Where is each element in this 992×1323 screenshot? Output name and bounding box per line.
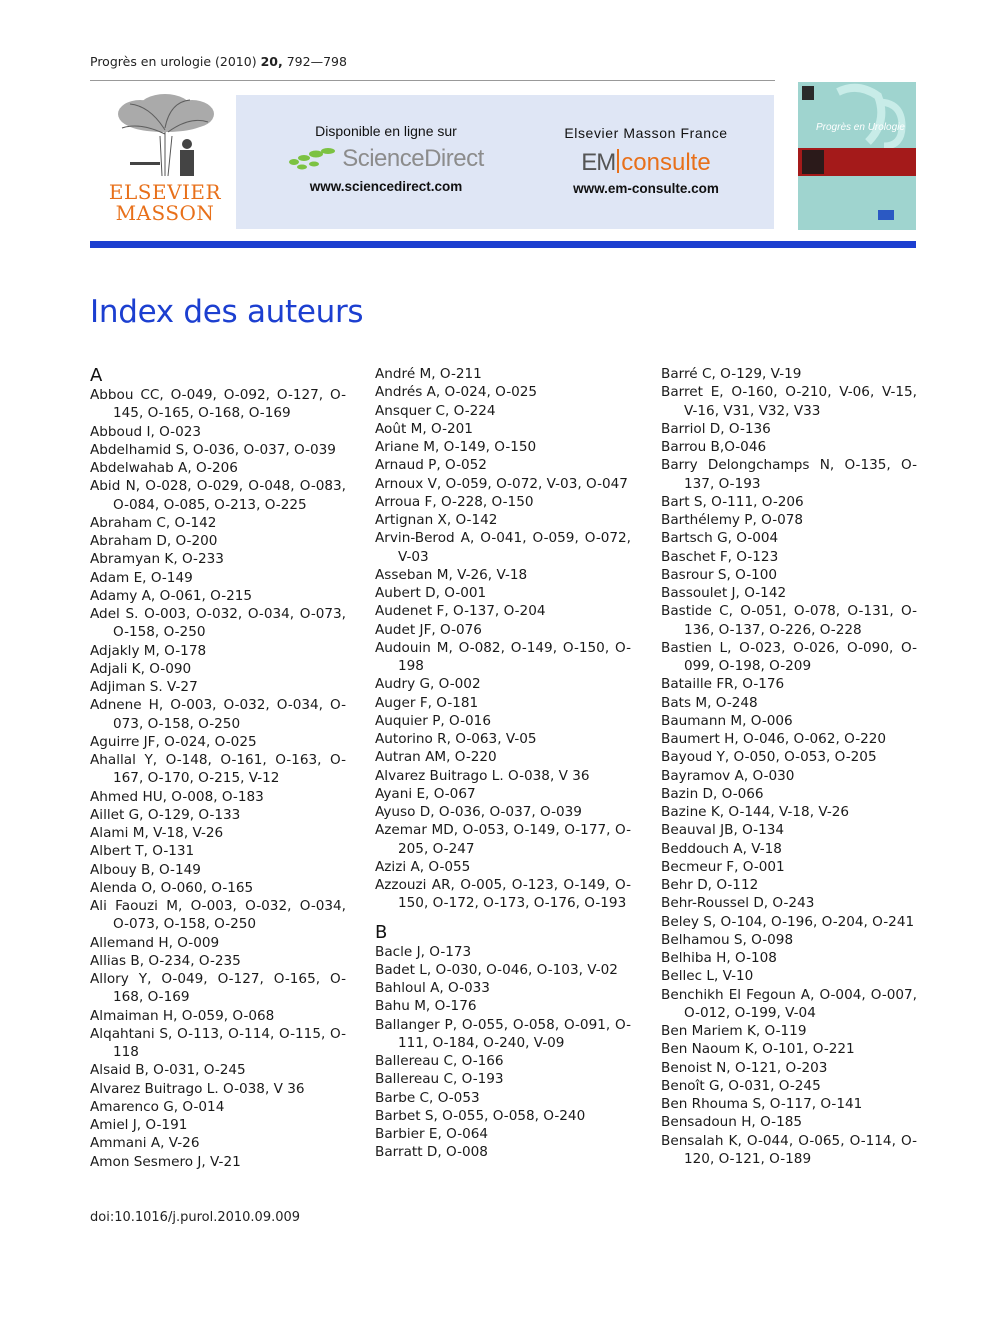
author-entry: Benchikh El Fegoun A, O-004, O-007, O-012, O-199, V-04 [661,986,917,1021]
author-entry: Autorino R, O-063, V-05 [375,731,537,747]
author-entry: Bazin D, O-066 [661,785,764,802]
author-entry: Ammani A, V-26 [90,1135,200,1152]
author-entry: Bensadoun H, O-185 [661,1114,803,1131]
author-entry: Barriol D, O-136 [661,420,771,437]
author-entry: Auquier P, O-016 [375,712,491,729]
author-entry: Ballereau C, O-193 [375,1071,504,1088]
author-entry: Alvarez Buitrago L. O-038, V 36 [90,1080,305,1097]
emconsulte-url[interactable]: www.em-consulte.com [573,181,719,196]
author-entry: Alami M, V-18, V-26 [90,825,224,841]
journal-header [90,84,916,232]
availability-banner [236,95,774,229]
author-entry: Barbet S, O-055, O-058, O-240 [375,1107,586,1124]
elsevier-masson-logo [100,92,230,232]
author-entry: Beddouch A, V-18 [661,840,782,857]
author-entry: Alvarez Buitrago L. O-038, V 36 [375,767,590,784]
author-entry: Albert T, O-131 [90,843,195,860]
author-entry: Albouy B, O-149 [90,861,201,878]
sciencedirect-leaf-icon [288,146,338,172]
author-entry: Ballanger P, O-055, O-058, O-091, O-111, O-184, O-240, V-09 [375,1016,631,1051]
author-entry: Allory Y, O-049, O-127, O-165, O-168, O-169 [90,971,346,1006]
author-entry: Barbe C, O-053 [375,1089,480,1106]
author-entry: Abid N, O-028, O-029, O-048, O-083, O-084, O-085, O-213, O-225 [90,478,346,513]
author-entry: André M, O-211 [375,366,482,382]
author-entry: Bazine K, O-144, V-18, V-26 [661,804,850,820]
author-entry: Audouin M, O-082, O-149, O-150, O-198 [375,639,631,674]
author-entry: Abdelwahab A, O-206 [90,460,238,476]
author-entry: Abramyan K, O-233 [90,551,224,568]
doi-reference[interactable]: doi:10.1016/j.purol.2010.09.009 [90,1210,301,1225]
author-entry: Adjali K, O-090 [90,660,192,677]
author-entry: Bartsch G, O-004 [661,530,779,547]
author-entry: Auger F, O-181 [375,694,479,711]
author-entry: Adnene H, O-003, O-032, O-034, O-073, O-158, O-250 [90,697,346,732]
author-entry: Ahmed HU, O-008, O-183 [90,788,264,805]
author-entry: Barret E, O-160, O-210, V-06, V-15, V-16, V31, V32, V33 [661,384,917,419]
elsevier-wordmark: ELSEVIER MASSON [108,180,222,225]
author-entry: Arvin-Berod A, O-041, O-059, O-072, V-03 [375,530,631,565]
sd-available-text: Disponible en ligne sur [315,123,457,139]
author-entry: Amiel J, O-191 [90,1117,188,1133]
author-entry: Alenda O, O-060, O-165 [90,879,254,896]
author-entry: Ayuso D, O-036, O-037, O-039 [375,804,582,820]
author-entry: Arnoux V, O-059, O-072, V-03, O-047 [375,475,628,492]
author-entry: Abbou CC, O-049, O-092, O-127, O-145, O-165, O-168, O-169 [90,387,346,422]
author-entry: Bacle J, O-173 [375,943,472,960]
author-entry: Baumann M, O-006 [661,712,793,729]
author-entry: Behr D, O-112 [661,877,759,893]
index-column-1 [90,365,346,1171]
author-entry: Ben Mariem K, O-119 [661,1023,807,1039]
author-entry: Belhamou S, O-098 [661,931,794,948]
journal-cover-thumbnail [798,82,916,230]
index-column-2 [375,365,631,1162]
author-entry: Beley S, O-104, O-196, O-204, O-241 [661,913,915,930]
author-entry: Allemand H, O-009 [90,934,220,951]
author-entry: Audenet F, O-137, O-204 [375,603,546,620]
author-entry: Basrour S, O-100 [661,566,778,583]
author-entry: Adam E, O-149 [90,569,193,586]
author-entry: Allias B, O-234, O-235 [90,952,241,969]
author-entry: Barratt D, O-008 [375,1144,488,1161]
emconsulte-logo[interactable]: EM consulte [581,149,711,176]
author-entry: Abraham D, O-200 [90,533,218,549]
author-entry: Bataille FR, O-176 [661,676,785,693]
author-entry: Barbier E, O-064 [375,1126,489,1142]
author-entry: Badet L, O-030, O-046, O-103, V-02 [375,961,618,978]
author-entry: Aguirre JF, O-024, O-025 [90,733,257,750]
author-entry: Bassoulet J, O-142 [661,585,787,601]
author-entry: Amarenco G, O-014 [90,1098,225,1115]
author-entry: Bats M, O-248 [661,694,758,711]
em-publisher-name: Elsevier Masson France [564,125,728,141]
author-entry: Août M, O-201 [375,420,473,437]
author-entry: Bastide C, O-051, O-078, O-131, O-136, O-137, O-226, O-228 [661,603,917,638]
author-entry: Ansquer C, O-224 [375,402,496,419]
author-entry: Barry Delongchamps N, O-135, O-137, O-193 [661,457,917,492]
author-entry: Amon Sesmero J, V-21 [90,1153,241,1170]
author-entry: Benoît G, O-031, O-245 [661,1077,821,1094]
author-entry: Adjiman S. V-27 [90,679,198,695]
author-entry: Ahallal Y, O-148, O-161, O-163, O-167, O-170, O-215, V-12 [90,752,346,787]
author-entry: Baschet F, O-123 [661,548,779,565]
index-column-3 [661,365,917,1168]
author-entry: Barré C, O-129, V-19 [661,366,802,382]
author-entry: Aubert D, O-001 [375,585,487,601]
page-title: Index des auteurs [90,294,364,330]
author-entry: Bayoud Y, O-050, O-053, O-205 [661,749,877,766]
author-entry: Azemar MD, O-053, O-149, O-177, O-205, O-247 [375,822,631,857]
section-letter: A [90,365,103,386]
author-entry: Ballereau C, O-166 [375,1053,504,1069]
author-entry: Ayani E, O-067 [375,785,476,802]
sciencedirect-logo[interactable] [276,145,496,173]
author-entry: Barthélemy P, O-078 [661,512,804,528]
author-entry: Almaiman H, O-059, O-068 [90,1007,275,1024]
author-entry: Alqahtani S, O-113, O-114, O-115, O-118 [90,1025,346,1060]
sciencedirect-url[interactable]: www.sciencedirect.com [309,179,463,194]
author-entry: Adamy A, O-061, O-215 [90,587,253,604]
author-entry: Audet JF, O-076 [375,621,482,638]
author-entry: Azizi A, O-055 [375,858,471,875]
author-entry: Asseban M, V-26, V-18 [375,566,528,583]
author-entry: Bahu M, O-176 [375,998,477,1015]
author-entry: Baumert H, O-046, O-062, O-220 [661,731,887,747]
section-letter: B [375,921,388,943]
author-entry: Audry G, O-002 [375,676,481,693]
author-entry: Bayramov A, O-030 [661,767,795,784]
author-entry: Ben Rhouma S, O-117, O-141 [661,1096,863,1112]
sciencedirect-block [276,123,496,194]
emconsulte-block [536,125,756,196]
journal-reference: Progrès en urologie (2010) 20, 792—798 [90,54,347,69]
author-entry: Bellec L, V-10 [661,968,754,985]
author-entry: Bahloul A, O-033 [375,980,490,996]
author-entry: Abraham C, O-142 [90,514,217,531]
author-entry: Ben Naoum K, O-101, O-221 [661,1041,855,1058]
author-entry: Artignan X, O-142 [375,512,498,528]
sciencedirect-name: ScienceDirect [342,145,484,172]
author-entry: Barrou B,O-046 [661,439,767,455]
author-entry: Arnaud P, O-052 [375,457,487,474]
author-entry: Adjakly M, O-178 [90,642,207,659]
author-entry: Beauval JB, O-134 [661,822,785,839]
author-entry: Alsaid B, O-031, O-245 [90,1062,246,1079]
author-entry: Ali Faouzi M, O-003, O-032, O-034, O-073, O-158, O-250 [90,898,346,933]
author-entry: Behr-Roussel D, O-243 [661,895,815,912]
header-divider [90,80,775,81]
author-entry: Autran AM, O-220 [375,749,497,766]
author-entry: Benoist N, O-121, O-203 [661,1059,828,1076]
author-entry: Andrés A, O-024, O-025 [375,384,538,401]
author-entry: Abboud I, O-023 [90,423,202,440]
header-blue-rule [90,241,916,248]
author-entry: Bensalah K, O-044, O-065, O-114, O-120, O-121, O-189 [661,1132,917,1167]
author-entry: Azzouzi AR, O-005, O-123, O-149, O-150, O-172, O-173, O-176, O-193 [375,877,631,912]
author-entry: Bastien L, O-023, O-026, O-090, O-099, O-198, O-209 [661,639,917,674]
author-entry: Adel S. O-003, O-032, O-034, O-073, O-158, O-250 [90,606,346,641]
author-entry: Ariane M, O-149, O-150 [375,439,537,455]
author-entry: Arroua F, O-228, O-150 [375,493,534,510]
author-entry: Aillet G, O-129, O-133 [90,806,241,823]
author-entry: Abdelhamid S, O-036, O-037, O-039 [90,441,336,458]
author-entry: Becmeur F, O-001 [661,858,785,875]
elsevier-tree-icon [110,92,220,178]
cover-title: Progrès en Urologie [816,122,905,133]
author-entry: Belhiba H, O-108 [661,950,777,966]
author-entry: Bart S, O-111, O-206 [661,493,804,510]
